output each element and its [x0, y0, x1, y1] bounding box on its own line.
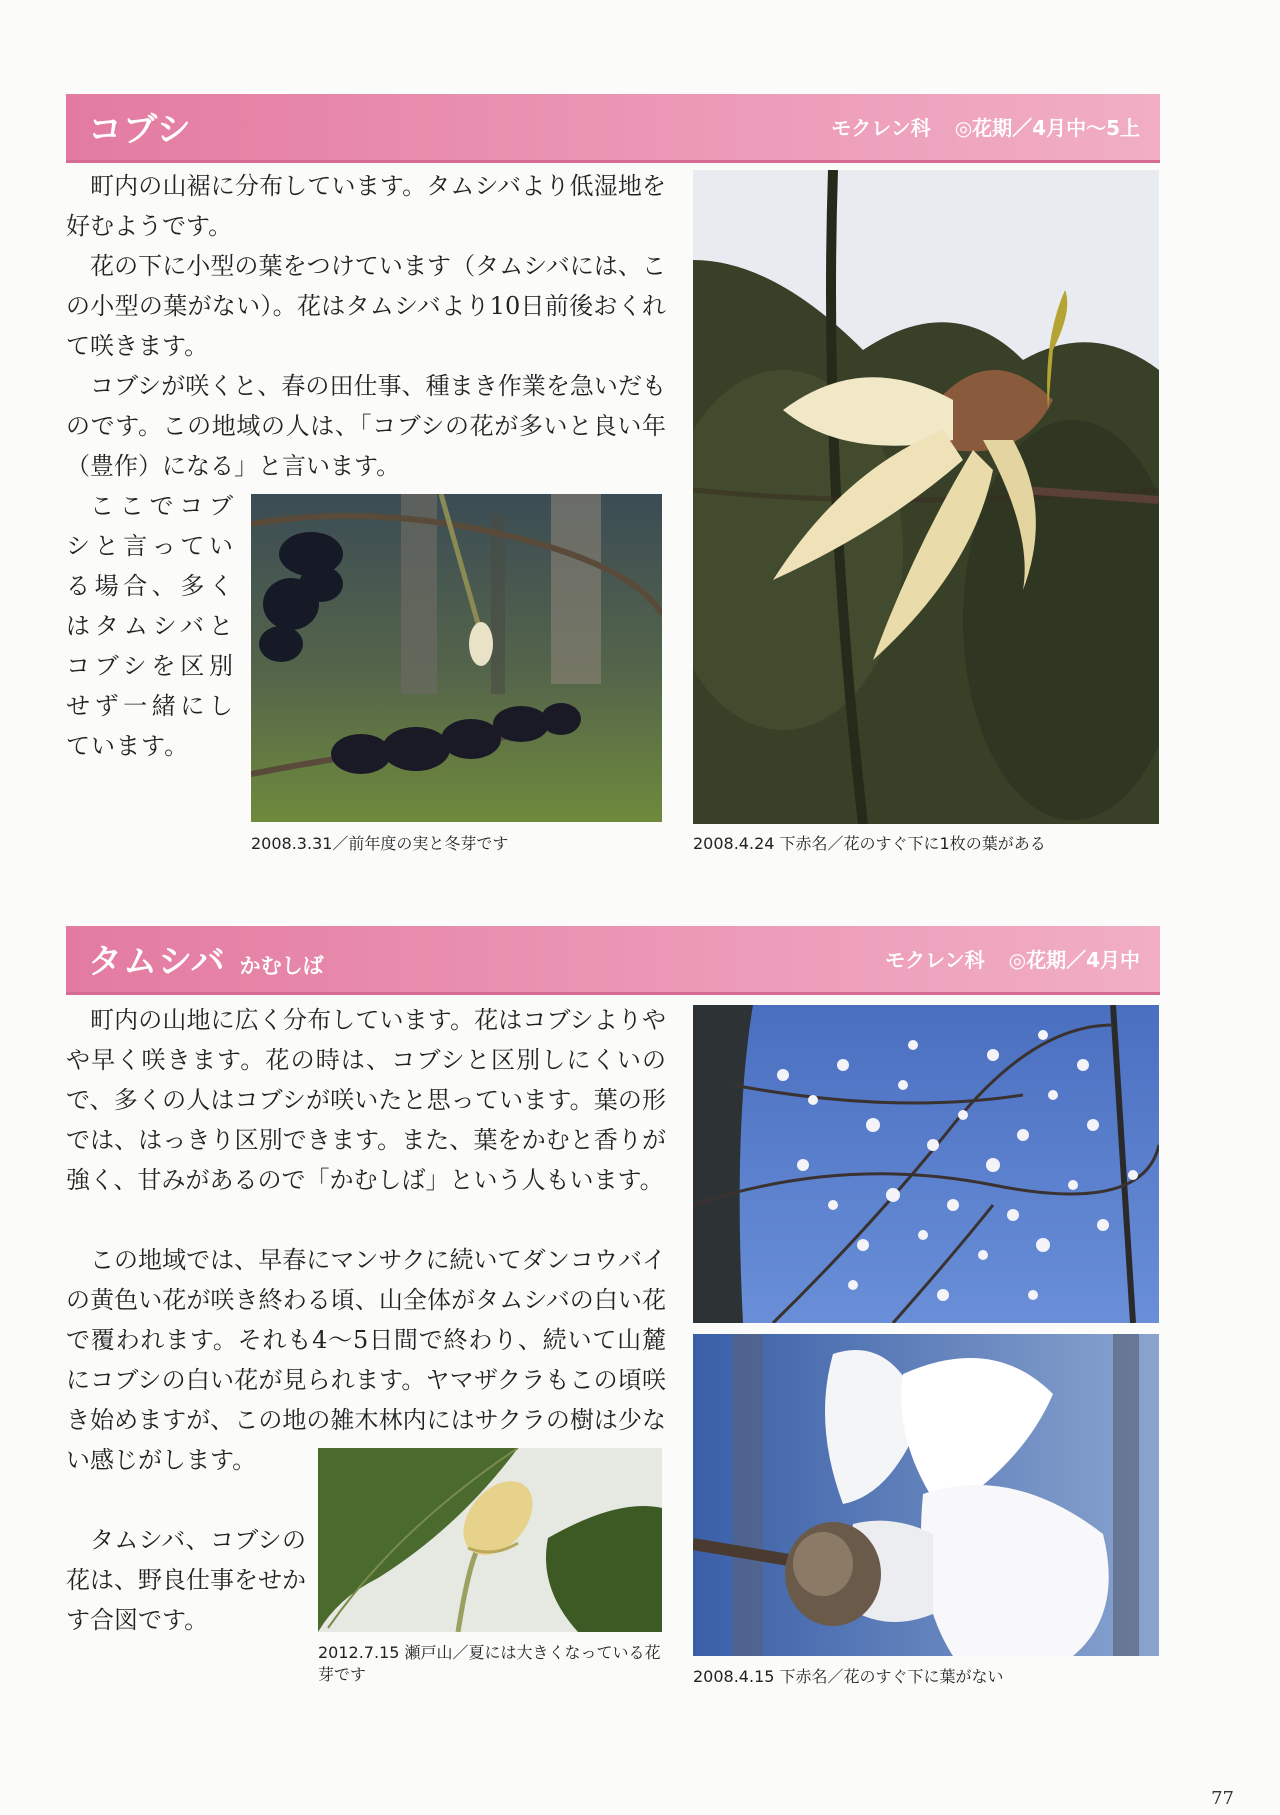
page-number: 77	[1211, 1788, 1234, 1809]
section-meta	[885, 944, 1140, 973]
section-reading: かむしば	[239, 954, 324, 978]
photo-kobushi-flower	[693, 170, 1159, 824]
paragraph: 花の下に小型の葉をつけています（タムシバには、この小型の葉がない）。花はタムシバより10日前後おくれて咲きます。	[66, 252, 666, 360]
paragraph: 町内の山裾に分布しています。タムシバより低湿地を好むようです。	[66, 172, 666, 240]
section-header-kobushi	[66, 94, 1160, 163]
section-header-tamushiba	[66, 926, 1160, 995]
section-meta	[831, 112, 1140, 141]
photo-flower-bud	[318, 1448, 662, 1632]
photo-caption: 2008.3.31／前年度の実と冬芽です	[251, 834, 509, 853]
flowering-label: ◎花期／4月中〜5上	[954, 116, 1140, 140]
section-title-group	[88, 934, 324, 983]
paragraph: ここでコブシと言っている場合、多くはタムシバとコブシを区別せず一緒にしています。	[66, 492, 234, 760]
photo-fruit-winter-bud	[251, 494, 662, 822]
photo-tamushiba-flower	[693, 1334, 1159, 1656]
photo-caption: 2008.4.24 下赤名／花のすぐ下に1枚の葉がある	[693, 834, 1046, 853]
photo-caption: 2012.7.15 瀬戸山／夏には大きくなっている花芽です	[318, 1643, 661, 1684]
family-label: モクレン科	[885, 948, 985, 972]
flowering-label: ◎花期／4月中	[1008, 948, 1140, 972]
paragraph: コブシが咲くと、春の田仕事、種まき作業を急いだものです。この地域の人は、「コブシの花が多いと良い年（豊作）になる」と言います。	[66, 372, 666, 480]
section-title: コブシ	[88, 110, 192, 150]
paragraph: この地域では、早春にマンサクに続いてダンコウバイの黄色い花が咲き終わる頃、山全体がタムシバの白い花で覆われます。それも4〜5日間で終わり、続いて山麓にコブシの白い花が見られます。ヤマザクラもこの頃咲き始めますが、この地の雑木林内にはサクラの樹は少ない感じがします。	[66, 1246, 666, 1474]
photo-caption: 2008.4.15 下赤名／花のすぐ下に葉がない	[693, 1667, 1004, 1686]
paragraph: 町内の山地に広く分布しています。花はコブシよりやや早く咲きます。花の時は、コブシと区別しにくいので、多くの人はコブシが咲いたと思っています。葉の形では、はっきり区別できます。また、葉をかむと香りが強く、甘みがあるので「かむしば」という人もいます。	[66, 1006, 666, 1194]
photo-tamushiba-tree-blossoms	[693, 1005, 1159, 1323]
section-title: タムシバ	[88, 942, 226, 982]
family-label: モクレン科	[831, 116, 931, 140]
paragraph: タムシバ、コブシの花は、野良仕事をせかす合図です。	[66, 1526, 306, 1634]
